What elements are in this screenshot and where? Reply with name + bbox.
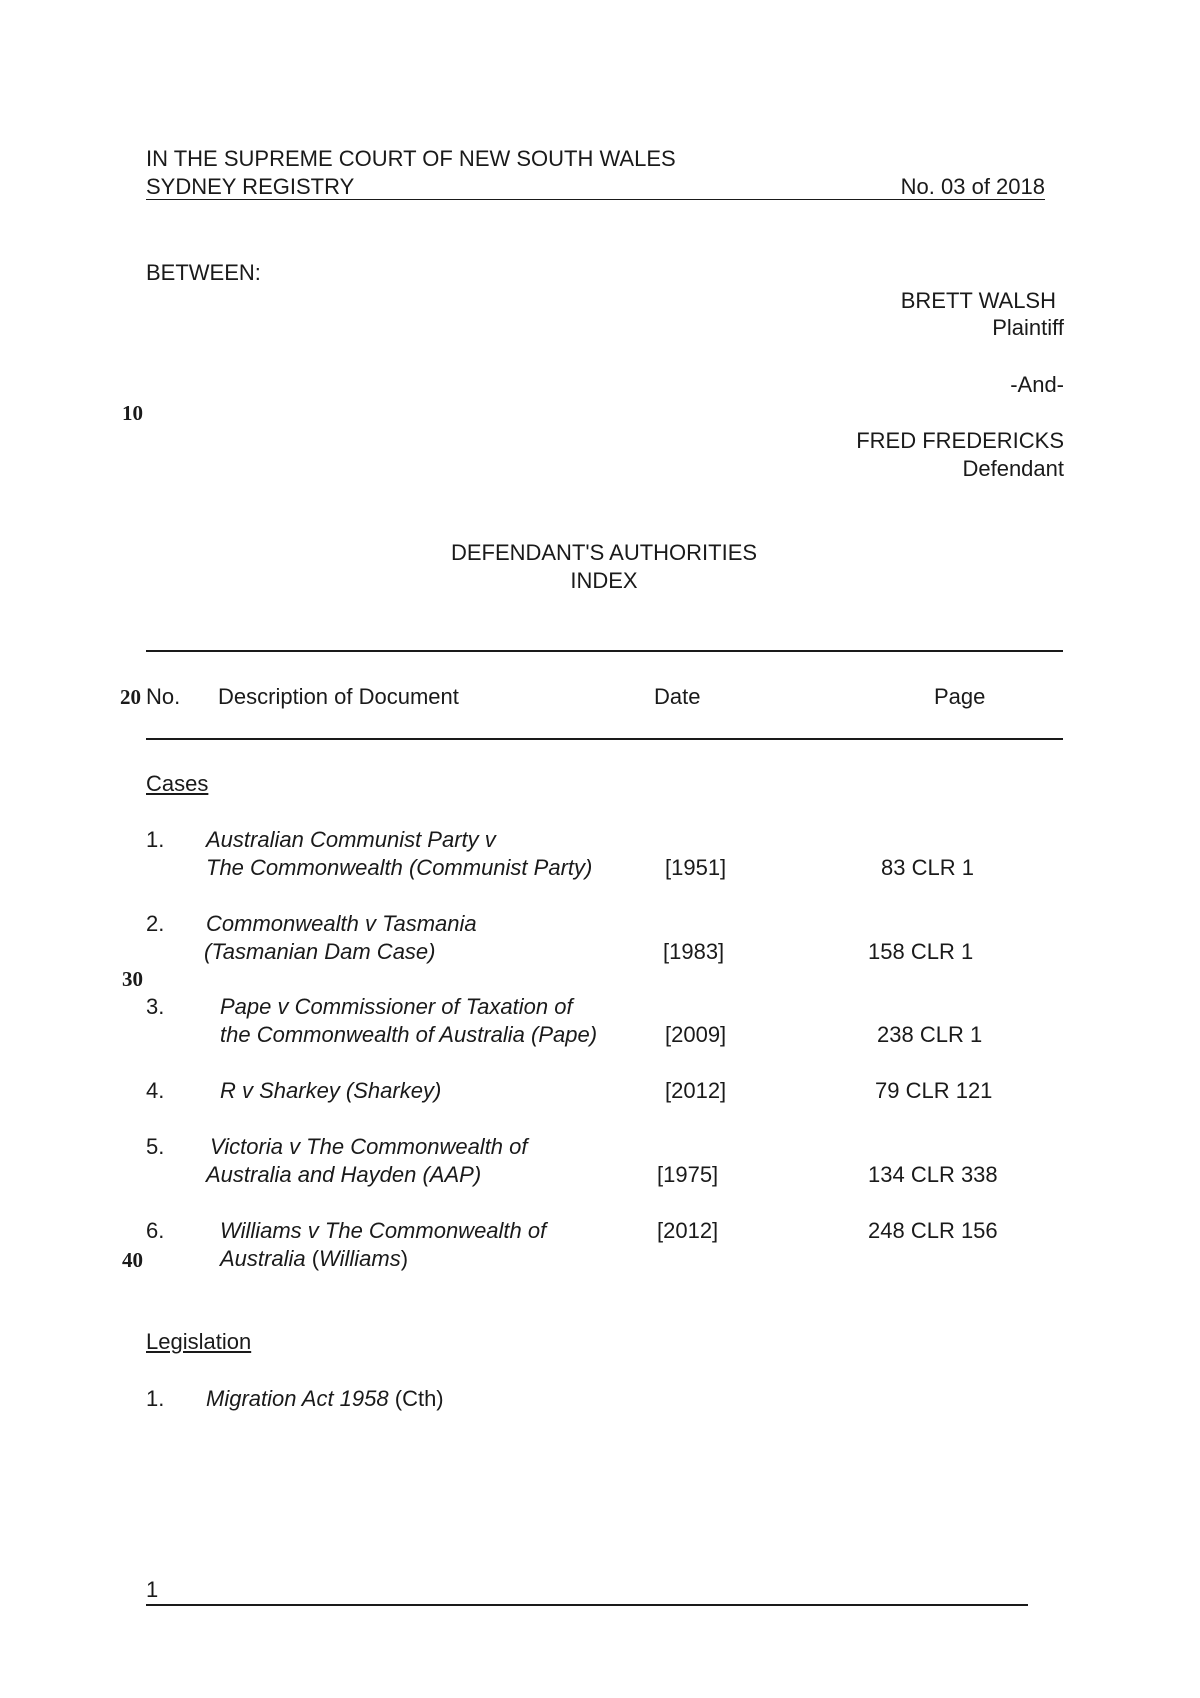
case-number: 1. (146, 827, 165, 852)
case-title-part: Williams (319, 1246, 401, 1271)
case-date: [2009] (665, 1022, 727, 1047)
column-header-no: No. (146, 684, 181, 709)
column-header-description: Description of Document (218, 684, 459, 709)
case-citation: 248 CLR 156 (868, 1218, 998, 1243)
defendant-name: FRED FREDERICKS (856, 428, 1064, 453)
case-date: [1975] (657, 1162, 719, 1187)
plaintiff-role: Plaintiff (992, 315, 1064, 340)
case-title-continued: The Commonwealth (Communist Party) (206, 855, 593, 880)
line-number: 40 (122, 1248, 143, 1272)
legislation-act-name: Migration Act 1958 (206, 1386, 389, 1411)
case-citation: 158 CLR 1 (868, 939, 974, 964)
legislation-title (206, 1386, 444, 1412)
case-citation: 238 CLR 1 (877, 1022, 983, 1047)
legislation-heading: Legislation (146, 1329, 252, 1354)
legislation-jurisdiction: (Cth) (388, 1386, 444, 1411)
case-citation: 134 CLR 338 (868, 1162, 998, 1187)
defendant-role: Defendant (962, 456, 1064, 481)
case-title: Australian Communist Party v (206, 827, 496, 852)
case-title: Williams v The Commonwealth of (220, 1218, 547, 1243)
line-number: 20 (120, 685, 141, 709)
line-number: 30 (122, 967, 143, 991)
document-title: DEFENDANT'S AUTHORITIES (450, 540, 758, 565)
document-subtitle: INDEX (570, 568, 638, 593)
table-header-rule (146, 738, 1063, 740)
and-separator: -And- (1010, 372, 1064, 397)
case-title-continued: Australia and Hayden (AAP) (206, 1162, 482, 1187)
case-date: [1983] (663, 939, 725, 964)
legislation-number: 1. (146, 1386, 165, 1411)
case-date: [2012] (657, 1218, 719, 1243)
case-title-continued (220, 1246, 408, 1272)
case-date: [1951] (665, 855, 727, 880)
case-title-part: ( (305, 1246, 320, 1271)
case-title: Commonwealth v Tasmania (206, 911, 477, 936)
case-number: 6. (146, 1218, 165, 1243)
case-citation: 83 CLR 1 (881, 855, 974, 880)
case-number: 5. (146, 1134, 165, 1159)
case-date: [2012] (665, 1078, 727, 1103)
case-number: 2. (146, 911, 165, 936)
footer-rule (146, 1604, 1028, 1606)
case-title-part: Australia (220, 1246, 306, 1271)
case-number: 4. (146, 1078, 165, 1103)
cases-heading: Cases (146, 771, 209, 796)
column-header-date: Date (654, 684, 701, 709)
case-citation: 79 CLR 121 (875, 1078, 993, 1103)
case-number: 3. (146, 994, 165, 1019)
case-title: Pape v Commissioner of Taxation of (220, 994, 573, 1019)
plaintiff-name: BRETT WALSH (900, 288, 1056, 313)
page-number: 1 (146, 1577, 159, 1602)
case-title: Victoria v The Commonwealth of (210, 1134, 528, 1159)
court-name: IN THE SUPREME COURT OF NEW SOUTH WALES (146, 146, 676, 171)
line-number: 10 (122, 401, 143, 425)
case-number: No. 03 of 2018 (900, 174, 1045, 199)
case-title-continued: (Tasmanian Dam Case) (204, 939, 436, 964)
between-label: BETWEEN: (146, 260, 261, 285)
registry: SYDNEY REGISTRY (146, 174, 355, 199)
case-title: R v Sharkey (Sharkey) (220, 1078, 442, 1103)
case-title-continued: the Commonwealth of Australia (Pape) (220, 1022, 598, 1047)
case-title-part: ) (400, 1246, 409, 1271)
column-header-page: Page (934, 684, 986, 709)
header-underline (146, 199, 1045, 200)
table-top-rule (146, 650, 1063, 652)
